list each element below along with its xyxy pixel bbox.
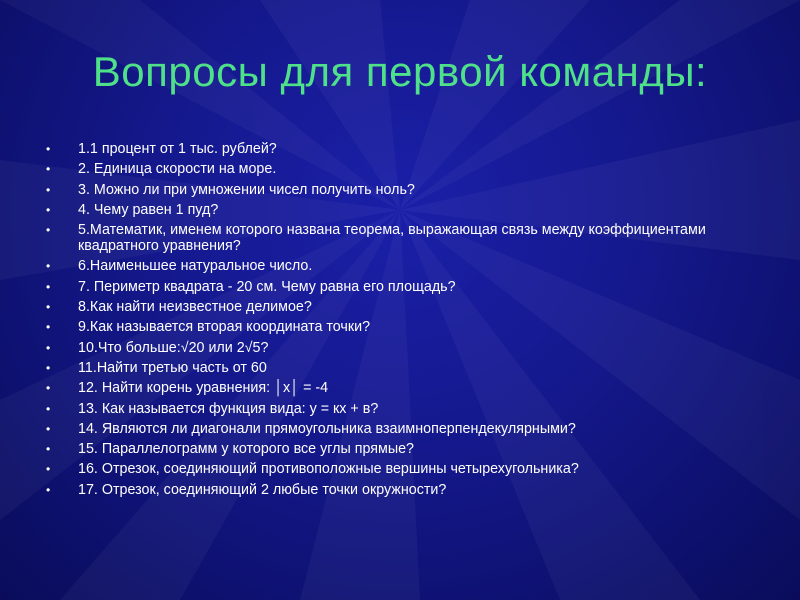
bullet-icon: • [46,142,51,156]
question-text: 15. Параллелограмм у которого все углы прямые? [78,441,415,458]
bullet-icon: • [46,300,51,315]
bullet-icon: • [46,320,51,335]
question-text: 13. Как называется функция вида: у = кх + в? [78,400,379,417]
bullet-icon: • [46,421,51,436]
bullet-icon: • [46,482,51,497]
bullet-icon: • [46,381,51,396]
question-item [42,360,742,376]
question-text: 9.Как называется вторая координата точки? [78,319,371,336]
bullet-icon: • [46,360,51,375]
question-item [42,421,742,437]
question-text: 11.Найти третью часть от 60 [78,359,267,376]
bullet-icon: • [46,462,51,477]
question-text: 5.Математик, именем которого названа теорема, выражающая связь между коэффициентами квадратного уравнения? [78,222,706,255]
question-item [42,401,742,417]
question-text: 10.Что больше:√20 или 2√5? [78,339,269,356]
question-text: 3. Можно ли при умножении чисел получить ноль? [78,181,415,198]
question-text: 12. Найти корень уравнения: │х│ = -4 [78,380,329,397]
question-item [42,461,742,477]
question-item [42,182,742,198]
question-text: 2. Единица скорости на море. [78,161,277,178]
question-item [42,319,742,335]
question-item [42,380,742,396]
question-item [42,482,742,498]
question-item [42,299,742,315]
question-item [42,161,742,177]
question-item [42,258,742,274]
question-text: 8.Как найти неизвестное делимое? [78,299,312,316]
bullet-icon: • [46,202,51,217]
question-item [42,202,742,218]
bullet-icon: • [46,340,51,355]
question-item [42,340,742,356]
question-text: 6.Наименьшее натуральное число. [78,258,313,275]
question-text: 7. Периметр квадрата - 20 см. Чему равна его площадь? [78,278,456,295]
bullet-icon: • [46,223,51,238]
question-text: 14. Являются ли диагонали прямоугольника взаимноперпендекулярными? [78,420,576,437]
bullet-icon: • [46,442,51,457]
questions-list [42,141,742,502]
bullet-icon: • [46,162,51,177]
bullet-icon: • [46,182,51,197]
question-item [42,279,742,295]
question-item [42,222,742,254]
question-item [42,141,742,157]
question-text: 1.1 процент от 1 тыс. рублей? [78,141,277,157]
question-text: 17. Отрезок, соединяющий 2 любые точки окружности? [78,481,447,498]
bullet-icon: • [46,279,51,294]
question-text: 16. Отрезок, соединяющий противоположные вершины четырехугольника? [78,461,579,478]
question-text: 4. Чему равен 1 пуд? [78,201,219,218]
question-item [42,441,742,457]
bullet-icon: • [46,401,51,416]
slide-title: Вопросы для первой команды: [92,48,708,95]
bullet-icon: • [46,259,51,274]
